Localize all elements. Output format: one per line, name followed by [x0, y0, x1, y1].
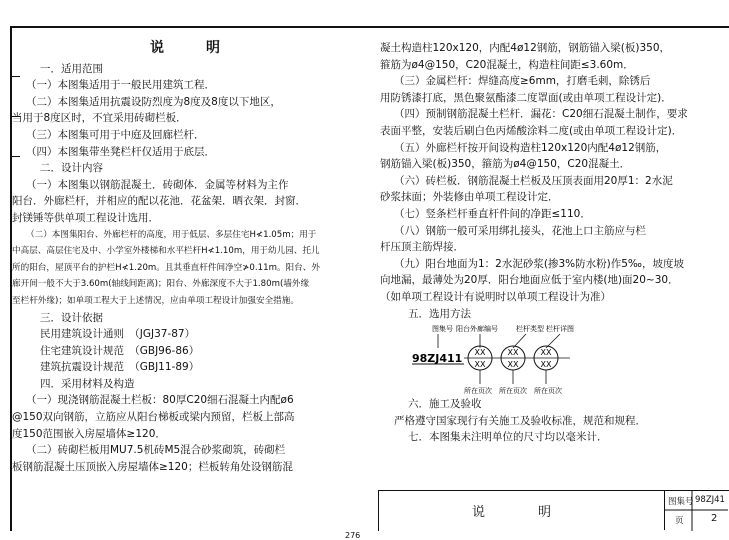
- circle-top-2: XX: [507, 348, 519, 358]
- text-line: 四．采用材料及构造: [40, 377, 135, 390]
- diagram-page-label-1: 所在页次: [464, 387, 492, 396]
- page-footer-number: 276: [345, 531, 361, 540]
- circle-bottom-1: XX: [474, 360, 486, 370]
- selection-diagram: [410, 322, 728, 396]
- text-line: （四）预制钢筋混凝土栏杆．漏花：C20细石混凝土制作，要求: [394, 108, 688, 121]
- circle-top-1: XX: [474, 348, 486, 358]
- text-line: 一．适用范围: [40, 62, 103, 75]
- text-line: 建筑抗震设计规范 （GBJ11-89）: [40, 361, 200, 374]
- text-line: 五．选用方法: [408, 307, 471, 320]
- text-line: 钢筋锚入梁(板)350，箍筋为ø4@150，C20混凝土．: [380, 158, 631, 171]
- text-line: （一）现浇钢筋混凝土栏板：80厚C20细石混凝土内配ø6: [26, 394, 294, 407]
- text-line: （二）砖砌栏板用MU7.5机砖M5混合砂浆砌筑，砖砌栏: [26, 444, 286, 457]
- text-line: 阳台．外廊栏杆，并相应的配以花池．花盆架．晒衣架．封窗．: [12, 195, 306, 208]
- right-paragraphs-after: [380, 396, 728, 446]
- left-paragraphs: [12, 61, 372, 476]
- text-line: （七）竖条栏杆垂直杆件间的净距≤110．: [394, 207, 591, 220]
- atlas-label: 图集号: [668, 497, 694, 507]
- text-line: 住宅建筑设计规范 （GBJ96-86）: [40, 344, 200, 357]
- text-line: 严格遵守国家现行有关施工及验收标准，规范和规程．: [394, 414, 646, 427]
- text-line: 箍筋为ø4@150，C20混凝土，构造柱间距≤3.60m．: [380, 58, 634, 71]
- title-block: [378, 490, 729, 531]
- text-line: （三）金属栏杆：焊缝高度≥6mm，打磨毛刺，除锈后: [394, 75, 651, 88]
- text-line: 砂浆抹面；外装修由单项工程设计定．: [380, 191, 559, 204]
- text-line: （五）外廊栏杆按开间设构造柱120x120内配4ø12钢筋，: [394, 141, 667, 154]
- diagram-label-atlas: 图集号: [432, 325, 453, 334]
- text-line: 表面平整，安装后刷白色丙烯酸涂料二度(或由单项工程设计定)．: [380, 124, 683, 137]
- page-value: 2: [711, 513, 718, 524]
- text-line: （一）本图集以钢筋混凝土．砖砌体．金属等材料为主作: [26, 178, 289, 191]
- diagram-label-type: 栏杆类型: [516, 325, 544, 334]
- text-line: （四）本图集带坐凳栏杆仅适用于底层．: [26, 145, 215, 158]
- diagram-page-label-2: 所在页次: [499, 387, 527, 396]
- text-line: （八）钢筋一般可采用绑扎接头，花池上口主筋应与栏: [394, 224, 646, 237]
- left-column: [12, 36, 372, 475]
- text-line: 六．施工及验收: [408, 398, 482, 411]
- text-line: 向地漏，最薄处为20厚．阳台地面应低于室内楼(地)面20~30．: [380, 274, 679, 287]
- text-line: 二．设计内容: [40, 162, 103, 175]
- circle-top-3: XX: [540, 348, 552, 358]
- circle-bottom-2: XX: [507, 360, 519, 370]
- text-line: （二）本图集适用抗震设防烈度为8度及8度以下地区，: [26, 95, 281, 108]
- text-line: 三．设计依据: [40, 311, 103, 324]
- doc-title: 说 明: [150, 40, 234, 56]
- atlas-code: 98ZJ411: [412, 352, 463, 366]
- text-line: 所的阳台，屋顶平台的护栏H≮1.20m。且其垂直杆件间净空≯0.11m。阳台、外: [12, 262, 320, 273]
- text-line: 至栏杆外缘)；如单项工程大于上述情况，应由单项工程设计加强安全措施。: [12, 295, 299, 306]
- text-line: （三）本图集可用于中庭及回廊栏杆．: [26, 128, 205, 141]
- text-line: 板钢筋混凝土压顶嵌入房屋墙体≥120；栏板转角处设钢筋混: [12, 460, 293, 473]
- text-line: 中高层、高层住宅及中、小学室外楼梯和水平栏杆H≮1.10m，用于幼儿园、托儿: [12, 246, 320, 257]
- text-line: 杆压顶主筋焊接．: [380, 241, 464, 254]
- right-column: [380, 40, 728, 446]
- text-line: （如单项工程设计有说明时以单项工程设计为准）: [380, 290, 611, 303]
- text-line: （九）阳台地面为1：2水泥砂浆(掺3%防水粉)作5‰，坡度坡: [394, 257, 684, 270]
- text-line: @150双向钢筋，立筋应从阳台梯板或梁内预留，栏板上部高: [12, 411, 295, 424]
- diagram-page-label-3: 所在页次: [534, 387, 562, 396]
- page-label: 页: [675, 516, 684, 526]
- text-line: （一）本图集适用于一般民用建筑工程．: [26, 79, 215, 92]
- atlas-value: 98ZJ41: [695, 495, 725, 505]
- right-paragraphs: [380, 40, 728, 322]
- text-line: 凝土构造柱120x120，内配4ø12钢筋，钢筋锚入梁(板)350，: [380, 42, 670, 54]
- text-line: （二）本图集阳台、外廊栏杆的高度，用于低层、多层住宅H≮1.05m；用于: [26, 229, 317, 240]
- text-line: 度150范围嵌入房屋墙体≥120．: [12, 427, 166, 440]
- text-line: 七．本图集未注明单位的尺寸均以毫米计．: [408, 431, 608, 444]
- diagram-label-detail: 栏杆详图: [546, 325, 574, 334]
- text-line: 民用建筑设计通则 （JGJ37-87）: [40, 328, 196, 341]
- diagram-label-balcony: 阳台外廊编号: [456, 325, 498, 334]
- text-line: 廊开间一般不大于3.60m(轴线间距离)；阳台、外廊深度不大于1.80m(墙外缘: [12, 279, 310, 290]
- text-line: （六）砖栏板．钢筋混凝土栏板及压顶表面用20厚1：2水泥: [394, 174, 673, 187]
- text-line: 用防锈漆打底，黑色聚氨酯漆二度罩面(或由单项工程设计定)．: [380, 91, 672, 104]
- text-line: 封镁锤等供单项工程设计选用．: [12, 211, 159, 224]
- selection-diagram-svg: [410, 322, 630, 396]
- title-block-name: 说 明: [379, 491, 665, 530]
- circle-bottom-3: XX: [540, 360, 552, 370]
- text-line: 当用于8度区时，不宜采用砖砌栏板．: [12, 112, 187, 125]
